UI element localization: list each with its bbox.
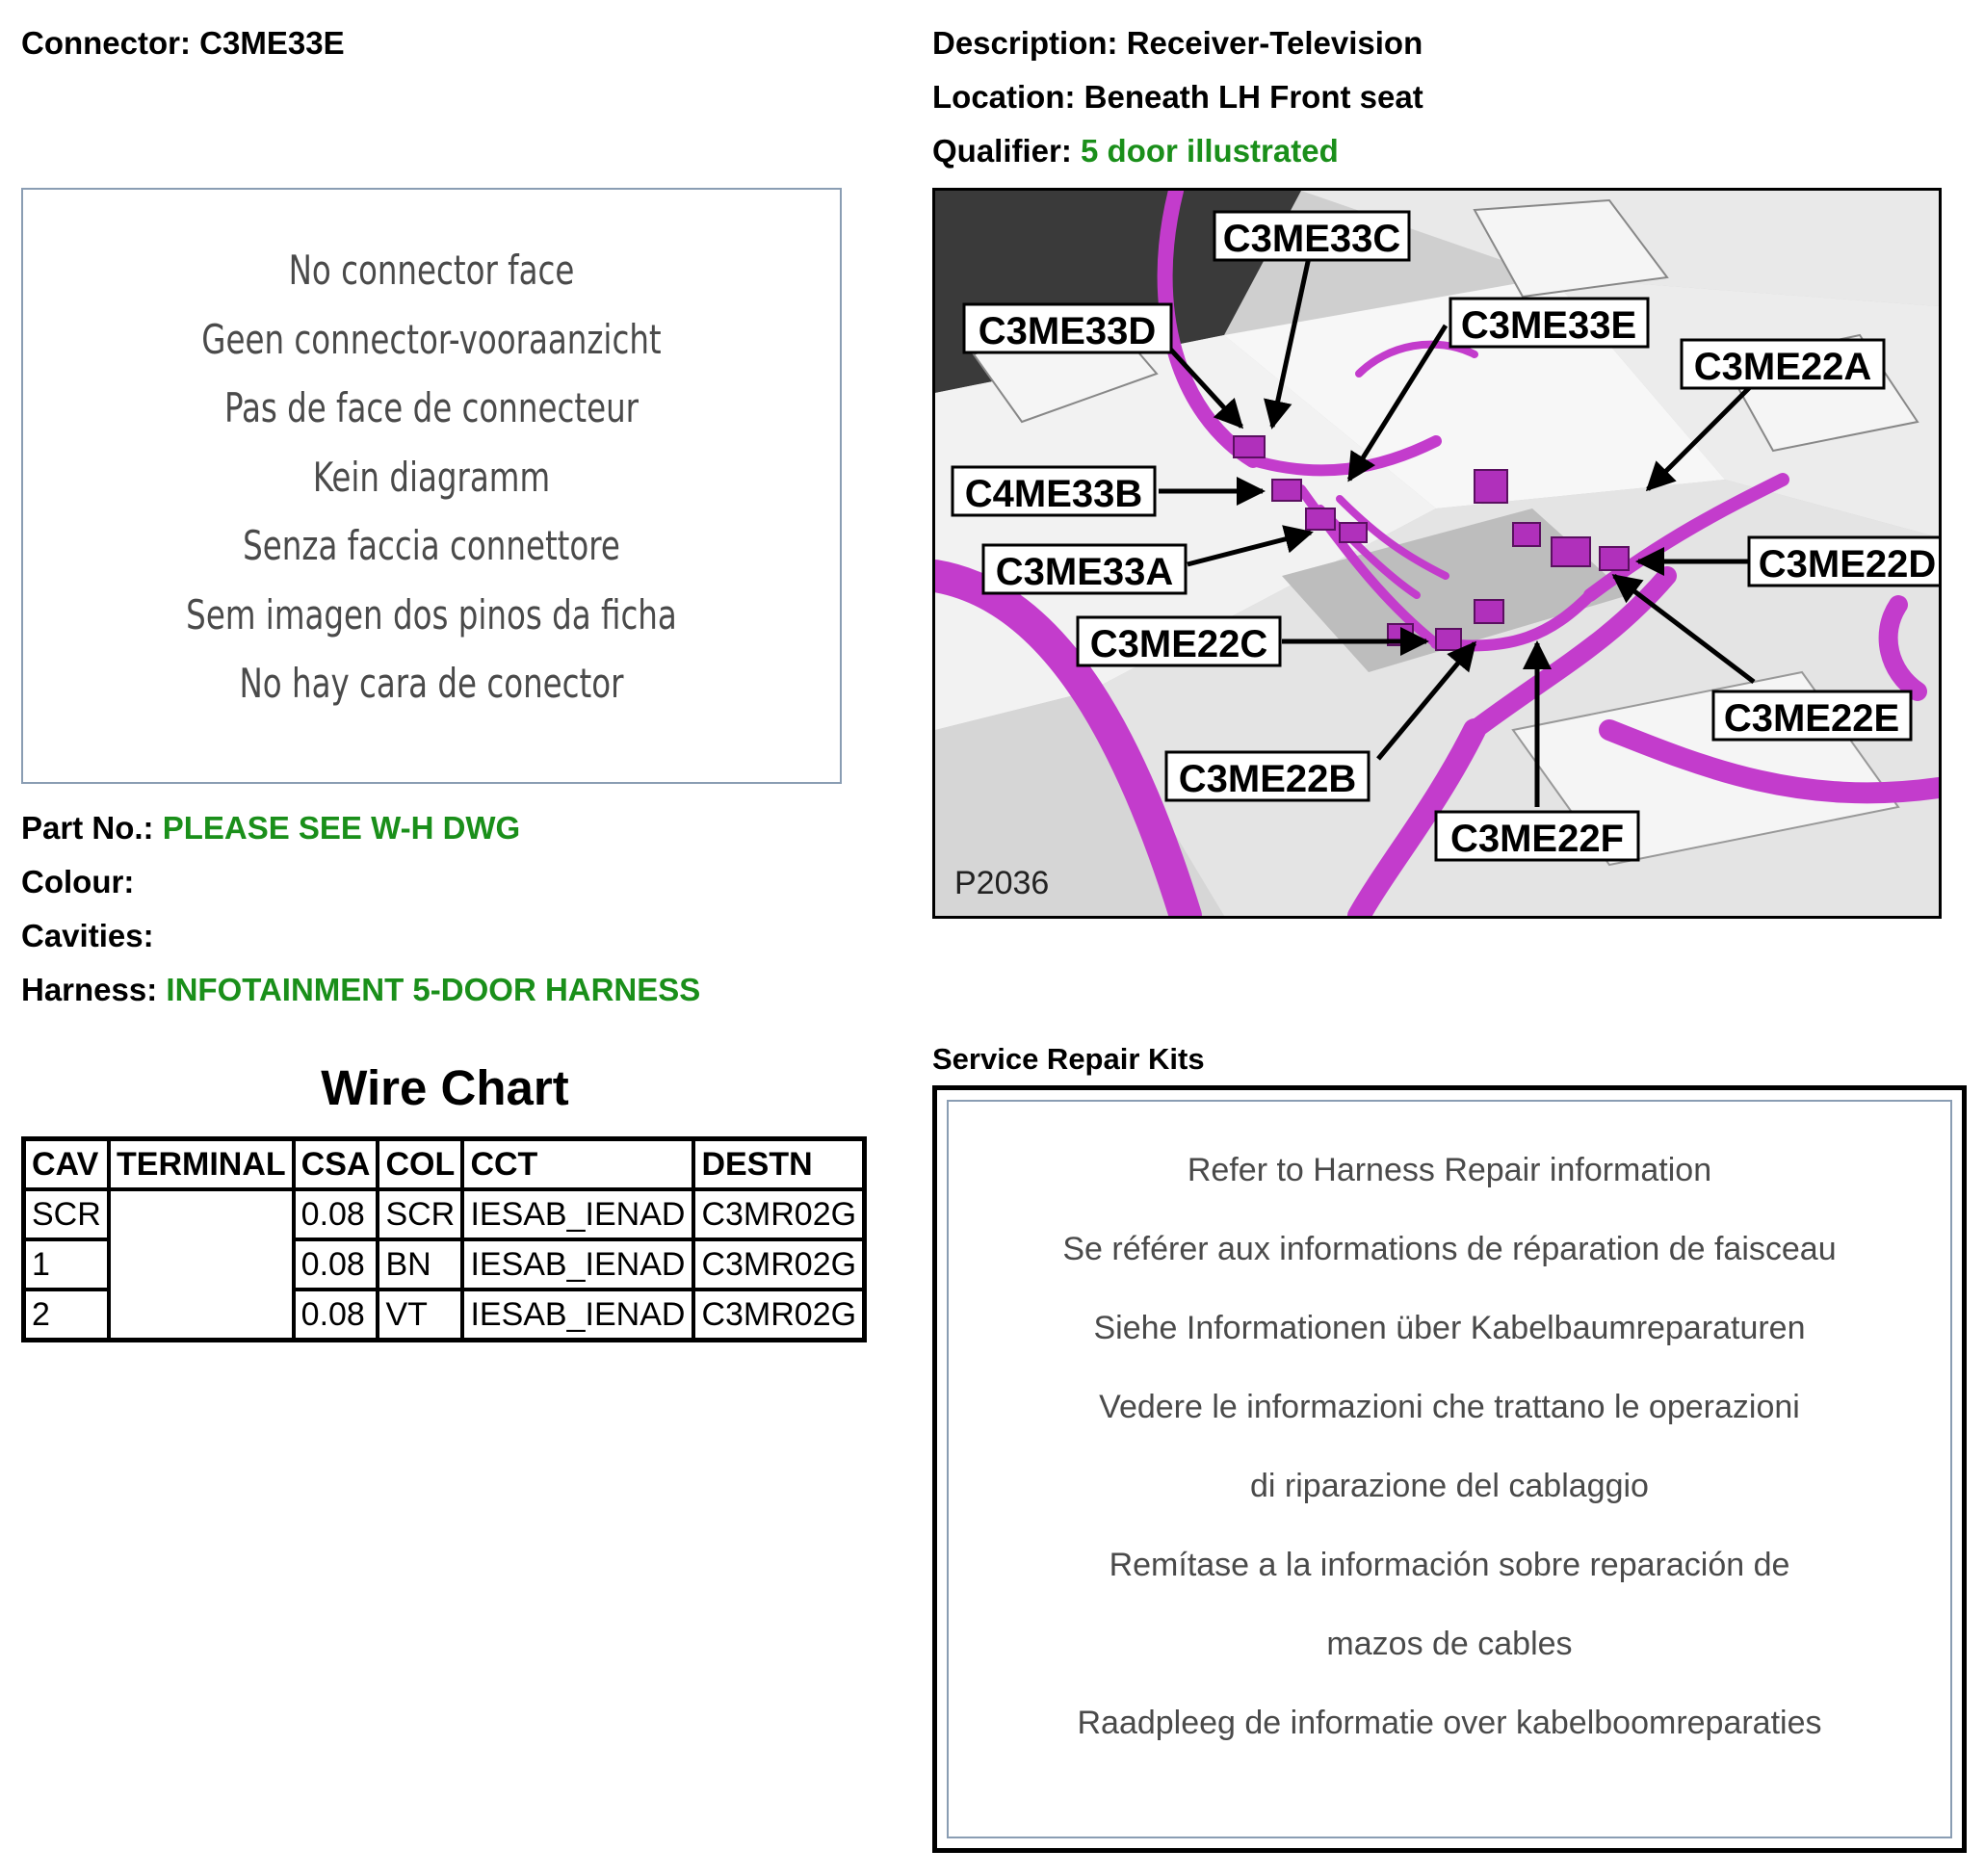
connector-face-line: Senza faccia connettore: [243, 522, 620, 569]
wire-chart-header-row: [24, 1139, 865, 1190]
colour-field: [21, 863, 134, 901]
colour-label: Colour:: [21, 864, 135, 899]
callout-c3me33a: [983, 545, 1186, 593]
callout-label: C3ME33C: [1222, 218, 1401, 260]
service-repair-kits-title: Service Repair Kits: [932, 1042, 1205, 1076]
figure-id: P2036: [954, 865, 1050, 901]
location-label: Location:: [932, 79, 1076, 115]
connector-face-line: Pas de face de connecteur: [223, 384, 640, 431]
connector-face-line: Kein diagramm: [312, 453, 551, 501]
repair-line: Vedere le informazioni che trattano le operazioni: [1099, 1389, 1800, 1425]
col-header-destn: DESTN: [693, 1139, 864, 1190]
cell-csa: 0.08: [294, 1290, 379, 1341]
callout-label: C3ME33A: [995, 551, 1174, 593]
cell-destn: C3MR02G: [693, 1189, 864, 1239]
callout-c3me22c: [1078, 617, 1280, 665]
callout-c3me33d: [964, 304, 1171, 352]
cell-csa: 0.08: [294, 1239, 379, 1290]
callout-c3me22f: [1436, 812, 1638, 860]
cell-cct: IESAB_IENAD: [462, 1290, 693, 1341]
callout-label: C3ME22B: [1178, 758, 1357, 800]
service-repair-kits-inner: [947, 1100, 1952, 1838]
cell-cct: IESAB_IENAD: [462, 1189, 693, 1239]
connector-face-panel: [21, 188, 842, 784]
cavities-field: [21, 917, 154, 955]
repair-line: mazos de cables: [1326, 1626, 1573, 1662]
callout-c3me22a: [1682, 340, 1884, 388]
cell-cav: 2: [24, 1290, 110, 1341]
callout-c3me22b: [1166, 752, 1369, 800]
qualifier-value: 5 door illustrated: [1081, 133, 1339, 169]
callout-label: C3ME22D: [1758, 543, 1937, 586]
connector-face-line: No connector face: [288, 247, 575, 294]
callout-c3me33e: [1450, 299, 1648, 347]
connector-face-text: [23, 236, 840, 718]
callout-c3me22e: [1713, 691, 1911, 740]
part-no-value: PLEASE SEE W-H DWG: [162, 810, 521, 846]
part-no-field: [21, 809, 520, 847]
description-field: [932, 24, 1423, 63]
connector-location-image: [932, 188, 1942, 919]
wire-chart-table: [21, 1136, 867, 1342]
wire-chart-title: Wire Chart: [321, 1060, 569, 1115]
cell-destn: C3MR02G: [693, 1239, 864, 1290]
callout-label: C3ME22F: [1449, 818, 1625, 860]
location-field: [932, 78, 1423, 117]
repair-line: di riparazione del cablaggio: [1250, 1468, 1649, 1504]
repair-line: Siehe Informationen über Kabelbaumreparaturen: [1093, 1310, 1806, 1346]
callout-label: C3ME33D: [978, 310, 1157, 352]
repair-line: Se référer aux informations de réparation de faisceau: [1062, 1231, 1837, 1267]
col-header-terminal: TERMINAL: [109, 1139, 294, 1190]
part-no-label: Part No.:: [21, 810, 154, 846]
qualifier-label: Qualifier:: [932, 133, 1072, 169]
callout-c3me22d: [1749, 537, 1939, 586]
service-repair-kits-panel: [932, 1085, 1967, 1853]
cell-col: VT: [378, 1290, 462, 1341]
cell-destn: C3MR02G: [693, 1290, 864, 1341]
col-header-cav: CAV: [24, 1139, 110, 1190]
qualifier-field: [932, 132, 1339, 170]
location-value: Beneath LH Front seat: [1083, 79, 1423, 115]
cell-cct: IESAB_IENAD: [462, 1239, 693, 1290]
cell-col: BN: [378, 1239, 462, 1290]
callout-label: C3ME22E: [1723, 697, 1900, 740]
connector-value: C3ME33E: [199, 25, 345, 61]
connector-field: [21, 24, 345, 63]
description-value: Receiver-Television: [1126, 25, 1423, 61]
callout-label: C3ME22C: [1089, 623, 1268, 665]
callout-label: C4ME33B: [964, 473, 1143, 515]
service-repair-kits-text: [949, 1131, 1950, 1762]
col-header-col: COL: [378, 1139, 462, 1190]
connector-face-line: No hay cara de conector: [239, 660, 624, 707]
callout-c3me33c: [1214, 212, 1409, 260]
col-header-csa: CSA: [294, 1139, 379, 1190]
callout-c4me33b: [953, 467, 1155, 515]
connector-face-line: Sem imagen dos pinos da ficha: [186, 590, 677, 638]
repair-line: Refer to Harness Repair information: [1187, 1152, 1712, 1188]
cell-terminal: [109, 1189, 294, 1341]
callout-label: C3ME22A: [1693, 346, 1872, 388]
col-header-cct: CCT: [462, 1139, 693, 1190]
cell-cav: SCR: [24, 1189, 110, 1239]
description-label: Description:: [932, 25, 1118, 61]
repair-line: Raadpleeg de informatie over kabelboomreparaties: [1077, 1705, 1822, 1741]
harness-field: [21, 971, 700, 1009]
cell-col: SCR: [378, 1189, 462, 1239]
connector-face-line: Geen connector-vooraanzicht: [201, 315, 662, 363]
callout-label: C3ME33E: [1460, 304, 1637, 347]
cell-cav: 1: [24, 1239, 110, 1290]
cavities-label: Cavities:: [21, 918, 154, 953]
harness-value: INFOTAINMENT 5-DOOR HARNESS: [166, 972, 701, 1007]
harness-label: Harness:: [21, 972, 158, 1007]
cell-csa: 0.08: [294, 1189, 379, 1239]
repair-line: Remítase a la información sobre reparación de: [1109, 1547, 1790, 1583]
connector-label: Connector:: [21, 25, 191, 61]
table-row: [24, 1189, 865, 1239]
